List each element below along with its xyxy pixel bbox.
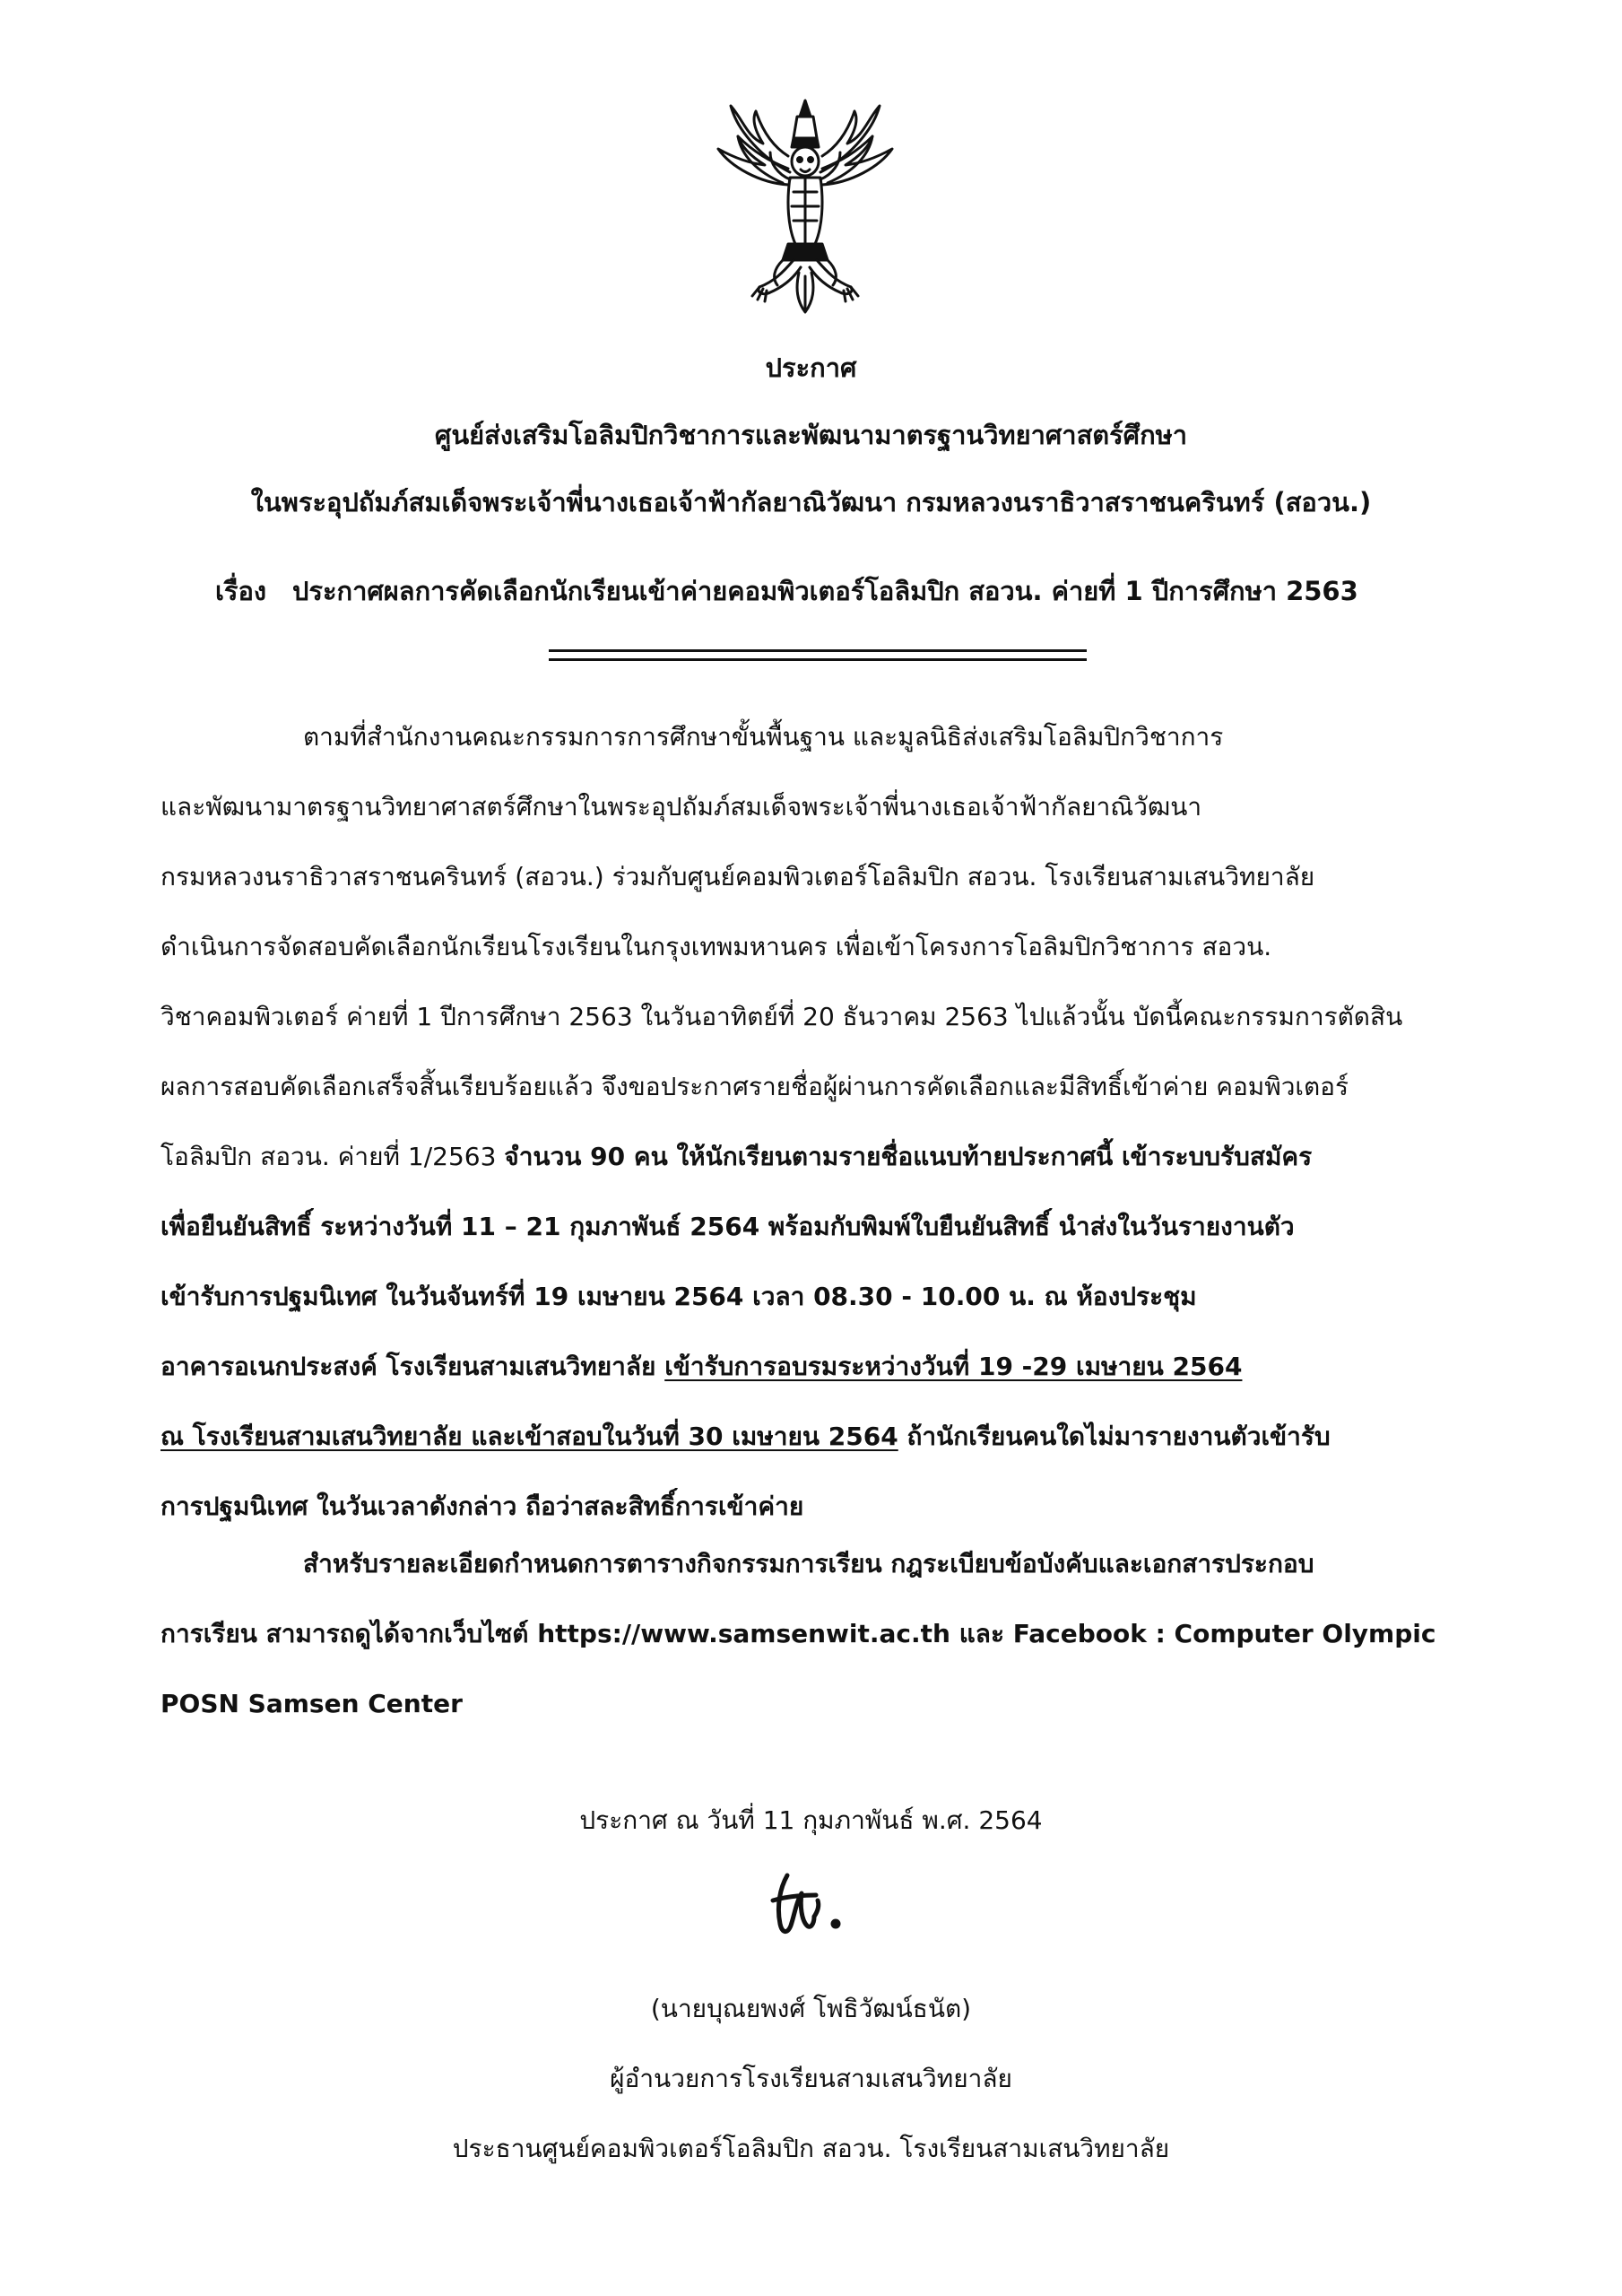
paragraph-line: ผลการสอบคัดเลือกเสร็จสิ้นเรียบร้อยแล้ว จึงขอประกาศรายชื่อผู้ผ่านการคัดเลือกและมีสิทธิ์เข้าค่าย คอมพิวเตอร์	[160, 1072, 1349, 1101]
garuda-emblem-icon	[711, 97, 899, 316]
facebook-page-line: POSN Samsen Center	[160, 1689, 463, 1718]
paragraph-line	[160, 1349, 1242, 1385]
paragraph-line: และพัฒนามาตรฐานวิทยาศาสตร์ศึกษาในพระอุปถัมภ์สมเด็จพระเจ้าพี่นางเธอเจ้าฟ้ากัลยาณิวัฒนา	[160, 792, 1202, 822]
announcement-date: ประกาศ ณ วันที่ 11 กุมภาพันธ์ พ.ศ. 2564	[579, 1805, 1043, 1835]
paragraph-line: กรมหลวงนราธิวาสราชนครินทร์ (สอวน.) ร่วมกับศูนย์คอมพิวเตอร์โอลิมปิก สอวน. โรงเรียนสามเสนวิทยาลัย	[160, 862, 1315, 891]
website-line: การเรียน สามารถดูได้จากเว็บไซต์ https://www.samsenwit.ac.th และ Facebook : Computer Olympic	[160, 1619, 1436, 1648]
forfeit-condition: ถ้านักเรียนคนใดไม่มารายงานตัวเข้ารับ	[898, 1422, 1331, 1451]
paragraph-line: สำหรับรายละเอียดกำหนดการตารางกิจกรรมการเรียน กฎระเบียบข้อบังคับและเอกสารประกอบ	[303, 1549, 1314, 1578]
paragraph-line: เพื่อยืนยันสิทธิ์ ระหว่างวันที่ 11 – 21 กุมภาพันธ์ 2564 พร้อมกับพิมพ์ใบยืนยันสิทธิ์ นำส่งในวันรายงานตัว	[160, 1212, 1295, 1241]
paragraph-line: ดำเนินการจัดสอบคัดเลือกนักเรียนโรงเรียนในกรุงเทพมหานคร เพื่อเข้าโครงการโอลิมปิกวิชาการ สอวน.	[160, 932, 1272, 961]
venue-text: อาคารอเนกประสงค์ โรงเรียนสามเสนวิทยาลัย	[160, 1352, 665, 1381]
announcement-title: ประกาศ	[765, 352, 857, 383]
double-rule-top	[549, 649, 1087, 652]
signature-image	[760, 1870, 846, 1940]
paragraph-line: ตามที่สำนักงานคณะกรรมการการศึกษาขั้นพื้นฐาน และมูลนิธิส่งเสริมโอลิมปิกวิชาการ	[303, 722, 1224, 752]
paragraph-line: เข้ารับการปฐมนิเทศ ในวันจันทร์ที่ 19 เมษายน 2564 เวลา 08.30 - 10.00 น. ณ ห้องประชุม	[160, 1282, 1197, 1311]
double-rule-bottom	[549, 658, 1087, 661]
training-dates: เข้ารับการอบรมระหว่างวันที่ 19 -29 เมษายน 2564	[664, 1352, 1243, 1381]
organization-line: ศูนย์ส่งเสริมโอลิมปิกวิชาการและพัฒนามาตรฐานวิทยาศาสตร์ศึกษา	[434, 420, 1188, 450]
paragraph-line	[160, 1419, 1331, 1455]
paragraph-line: การปฐมนิเทศ ในวันเวลาดังกล่าว ถือว่าสละสิทธิ์การเข้าค่าย	[160, 1492, 804, 1521]
subject-text: ประกาศผลการคัดเลือกนักเรียนเข้าค่ายคอมพิวเตอร์โอลิมปิก สอวน. ค่ายที่ 1 ปีการศึกษา 2563	[292, 576, 1358, 606]
signer-position-director: ผู้อำนวยการโรงเรียนสามเสนวิทยาลัย	[610, 2064, 1012, 2093]
subject-line	[215, 570, 1358, 612]
paragraph-line	[160, 1139, 1312, 1175]
exam-date: ณ โรงเรียนสามเสนวิทยาลัย และเข้าสอบในวันที่ 30 เมษายน 2564	[160, 1422, 898, 1451]
quota-text: จำนวน 90 คน ให้นักเรียนตามรายชื่อแนบท้ายประกาศนี้ เข้าระบบรับสมัคร	[504, 1142, 1313, 1171]
subject-label: เรื่อง	[215, 576, 267, 606]
camp-reference: โอลิมปิก สอวน. ค่ายที่ 1/2563	[160, 1142, 505, 1171]
patronage-line: ในพระอุปถัมภ์สมเด็จพระเจ้าพี่นางเธอเจ้าฟ้ากัลยาณิวัฒนา กรมหลวงนราธิวาสราชนครินทร์ (สอวน.)	[250, 487, 1372, 517]
signer-position-chair: ประธานศูนย์คอมพิวเตอร์โอลิมปิก สอวน. โรงเรียนสามเสนวิทยาลัย	[452, 2134, 1170, 2163]
paragraph-line: วิชาคอมพิวเตอร์ ค่ายที่ 1 ปีการศึกษา 2563 ในวันอาทิตย์ที่ 20 ธันวาคม 2563 ไปแล้วนั้น บัดนี้คณะกรรมการตัดสิน	[160, 1002, 1403, 1031]
signer-name: (นายบุณยพงศ์ โพธิวัฒน์ธนัต)	[650, 1994, 972, 2023]
